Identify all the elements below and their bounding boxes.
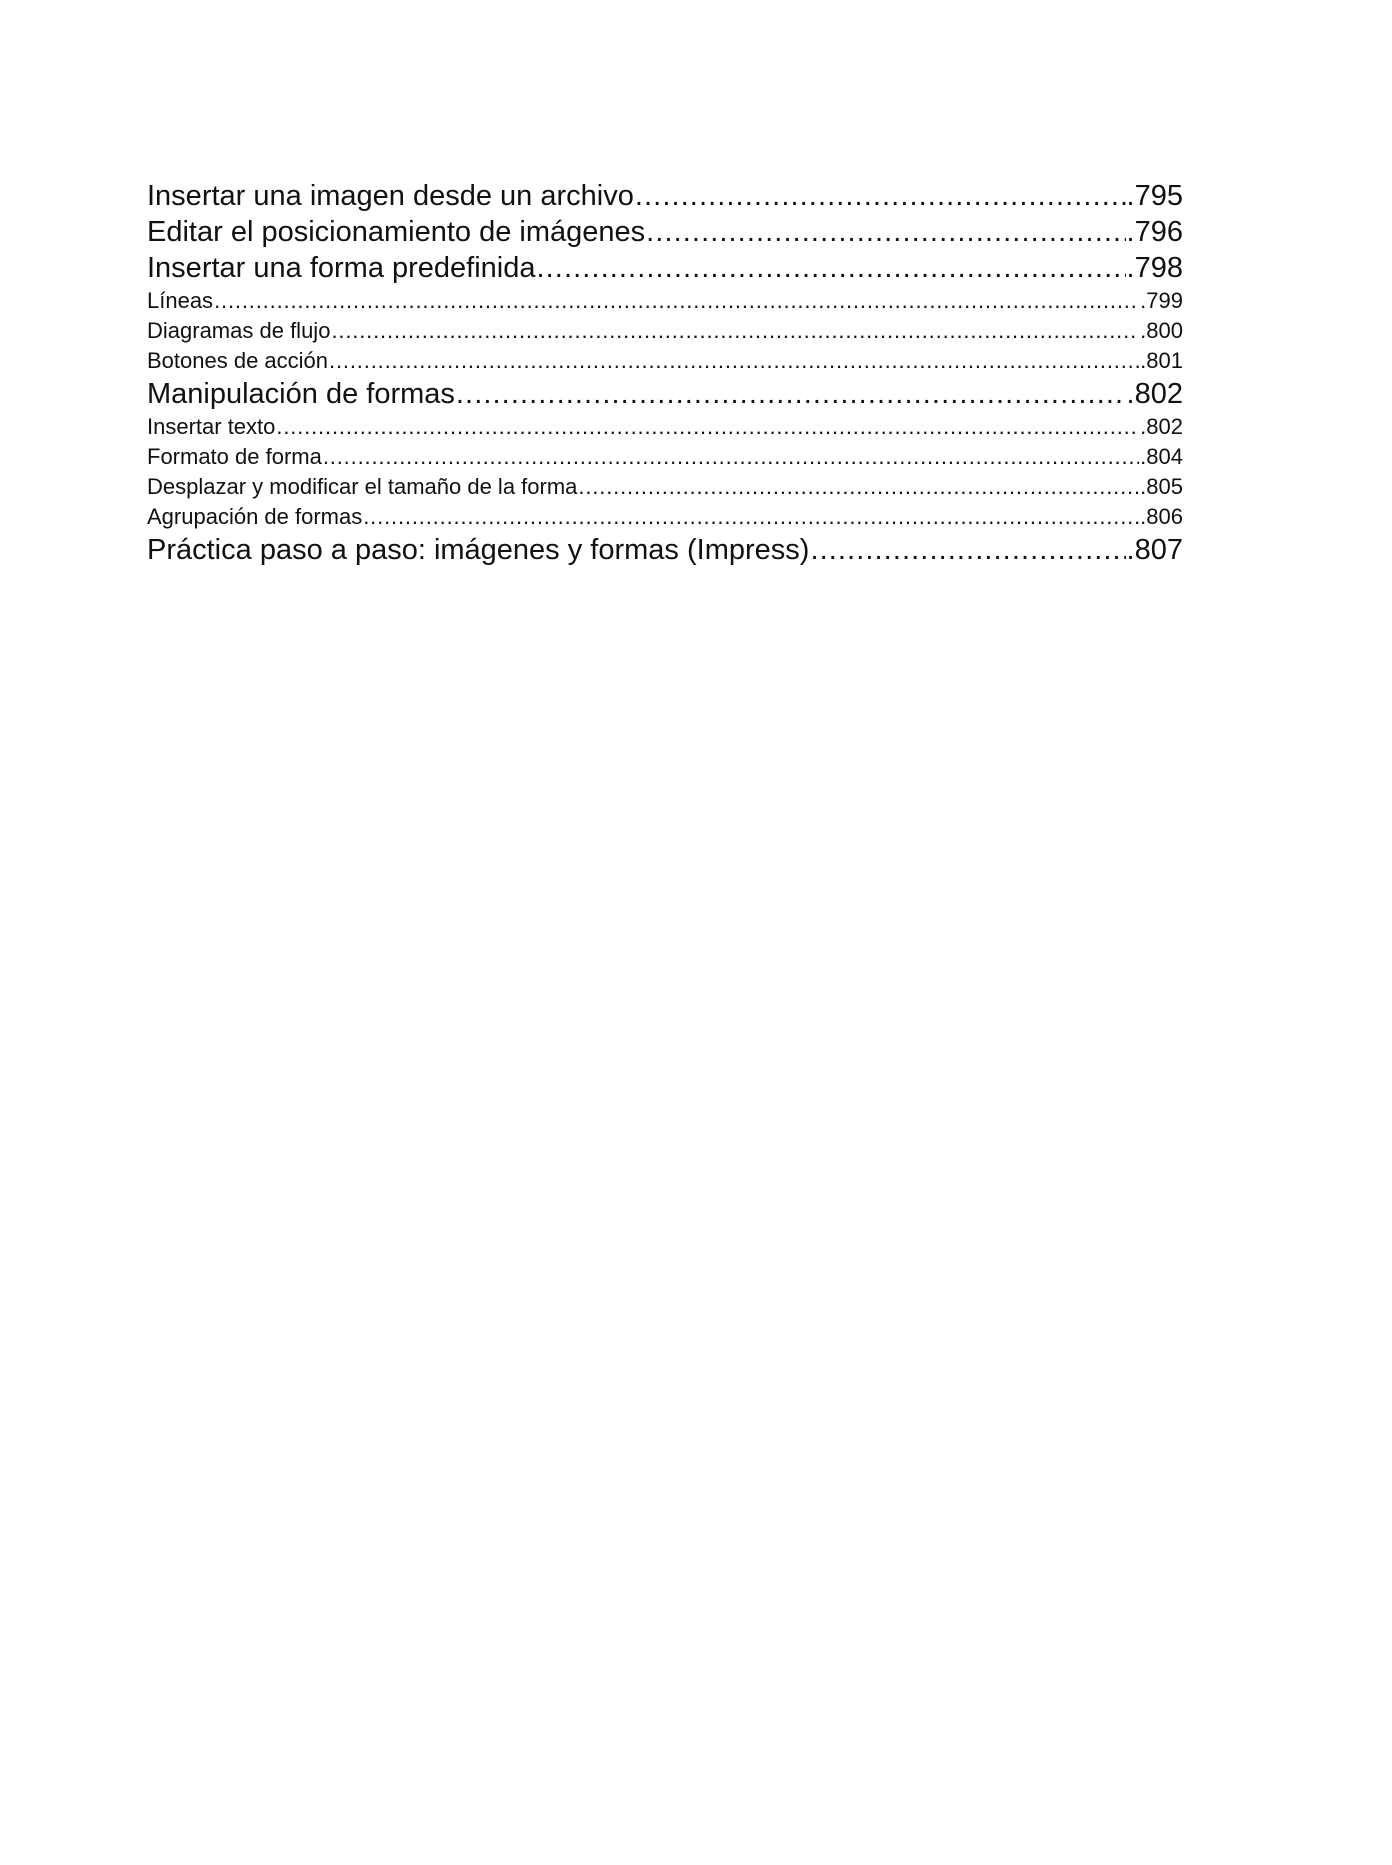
- toc-entry-title: Práctica paso a paso: imágenes y formas (Impress): [147, 534, 810, 566]
- toc-entry-page: .796: [1126, 216, 1183, 248]
- toc-entry-page: .807: [1126, 534, 1183, 566]
- toc-subentry[interactable]: [147, 316, 1183, 346]
- dot-leader: [329, 346, 1139, 376]
- toc-subentry[interactable]: [147, 286, 1183, 316]
- toc-subentry[interactable]: [147, 502, 1183, 532]
- toc-entry-page: .802: [1140, 414, 1183, 439]
- toc-subentry[interactable]: [147, 472, 1183, 502]
- toc-entry-title: Insertar texto: [147, 414, 276, 439]
- toc-entry[interactable]: [147, 250, 1183, 286]
- dot-leader: [363, 502, 1139, 532]
- toc-entry-title: Líneas: [147, 288, 214, 313]
- toc-entry-page: .806: [1140, 504, 1183, 529]
- toc-entry-title: Botones de acción: [147, 348, 329, 373]
- dot-leader: [331, 316, 1139, 346]
- toc-subentry[interactable]: [147, 346, 1183, 376]
- toc-entry-title: Manipulación de formas: [147, 378, 455, 410]
- toc-entry-title: Agrupación de formas: [147, 504, 363, 529]
- dot-leader: [456, 376, 1126, 412]
- toc-entry-title: Editar el posicionamiento de imágenes: [147, 216, 646, 248]
- toc-entry-page: .801: [1140, 348, 1183, 373]
- dot-leader: [214, 286, 1139, 316]
- toc-entry[interactable]: [147, 376, 1183, 412]
- dot-leader: [578, 472, 1139, 502]
- dot-leader: [646, 214, 1125, 250]
- toc-subentry[interactable]: [147, 412, 1183, 442]
- toc-entry-title: Insertar una imagen desde un archivo: [147, 180, 634, 212]
- dot-leader: [635, 178, 1126, 214]
- toc-entry-title: Diagramas de flujo: [147, 318, 331, 343]
- toc-entry-title: Formato de forma: [147, 444, 322, 469]
- toc-entry[interactable]: [147, 532, 1183, 568]
- toc-subentry[interactable]: [147, 442, 1183, 472]
- toc-entry-page: .798: [1126, 252, 1183, 284]
- toc-entry-title: Desplazar y modificar el tamaño de la forma: [147, 474, 578, 499]
- toc-entry-page: .800: [1140, 318, 1183, 343]
- dot-leader: [276, 412, 1139, 442]
- dot-leader: [537, 250, 1126, 286]
- toc-entry[interactable]: [147, 178, 1183, 214]
- dot-leader: [810, 532, 1125, 568]
- toc-entry-page: .802: [1126, 378, 1183, 410]
- toc-entry-page: .805: [1140, 474, 1183, 499]
- toc-entry-title: Insertar una forma predefinida: [147, 252, 536, 284]
- toc-entry-page: .804: [1140, 444, 1183, 469]
- toc-entry-page: .795: [1126, 180, 1183, 212]
- toc-entry-page: .799: [1140, 288, 1183, 313]
- table-of-contents: [147, 178, 1183, 568]
- toc-entry[interactable]: [147, 214, 1183, 250]
- dot-leader: [323, 442, 1139, 472]
